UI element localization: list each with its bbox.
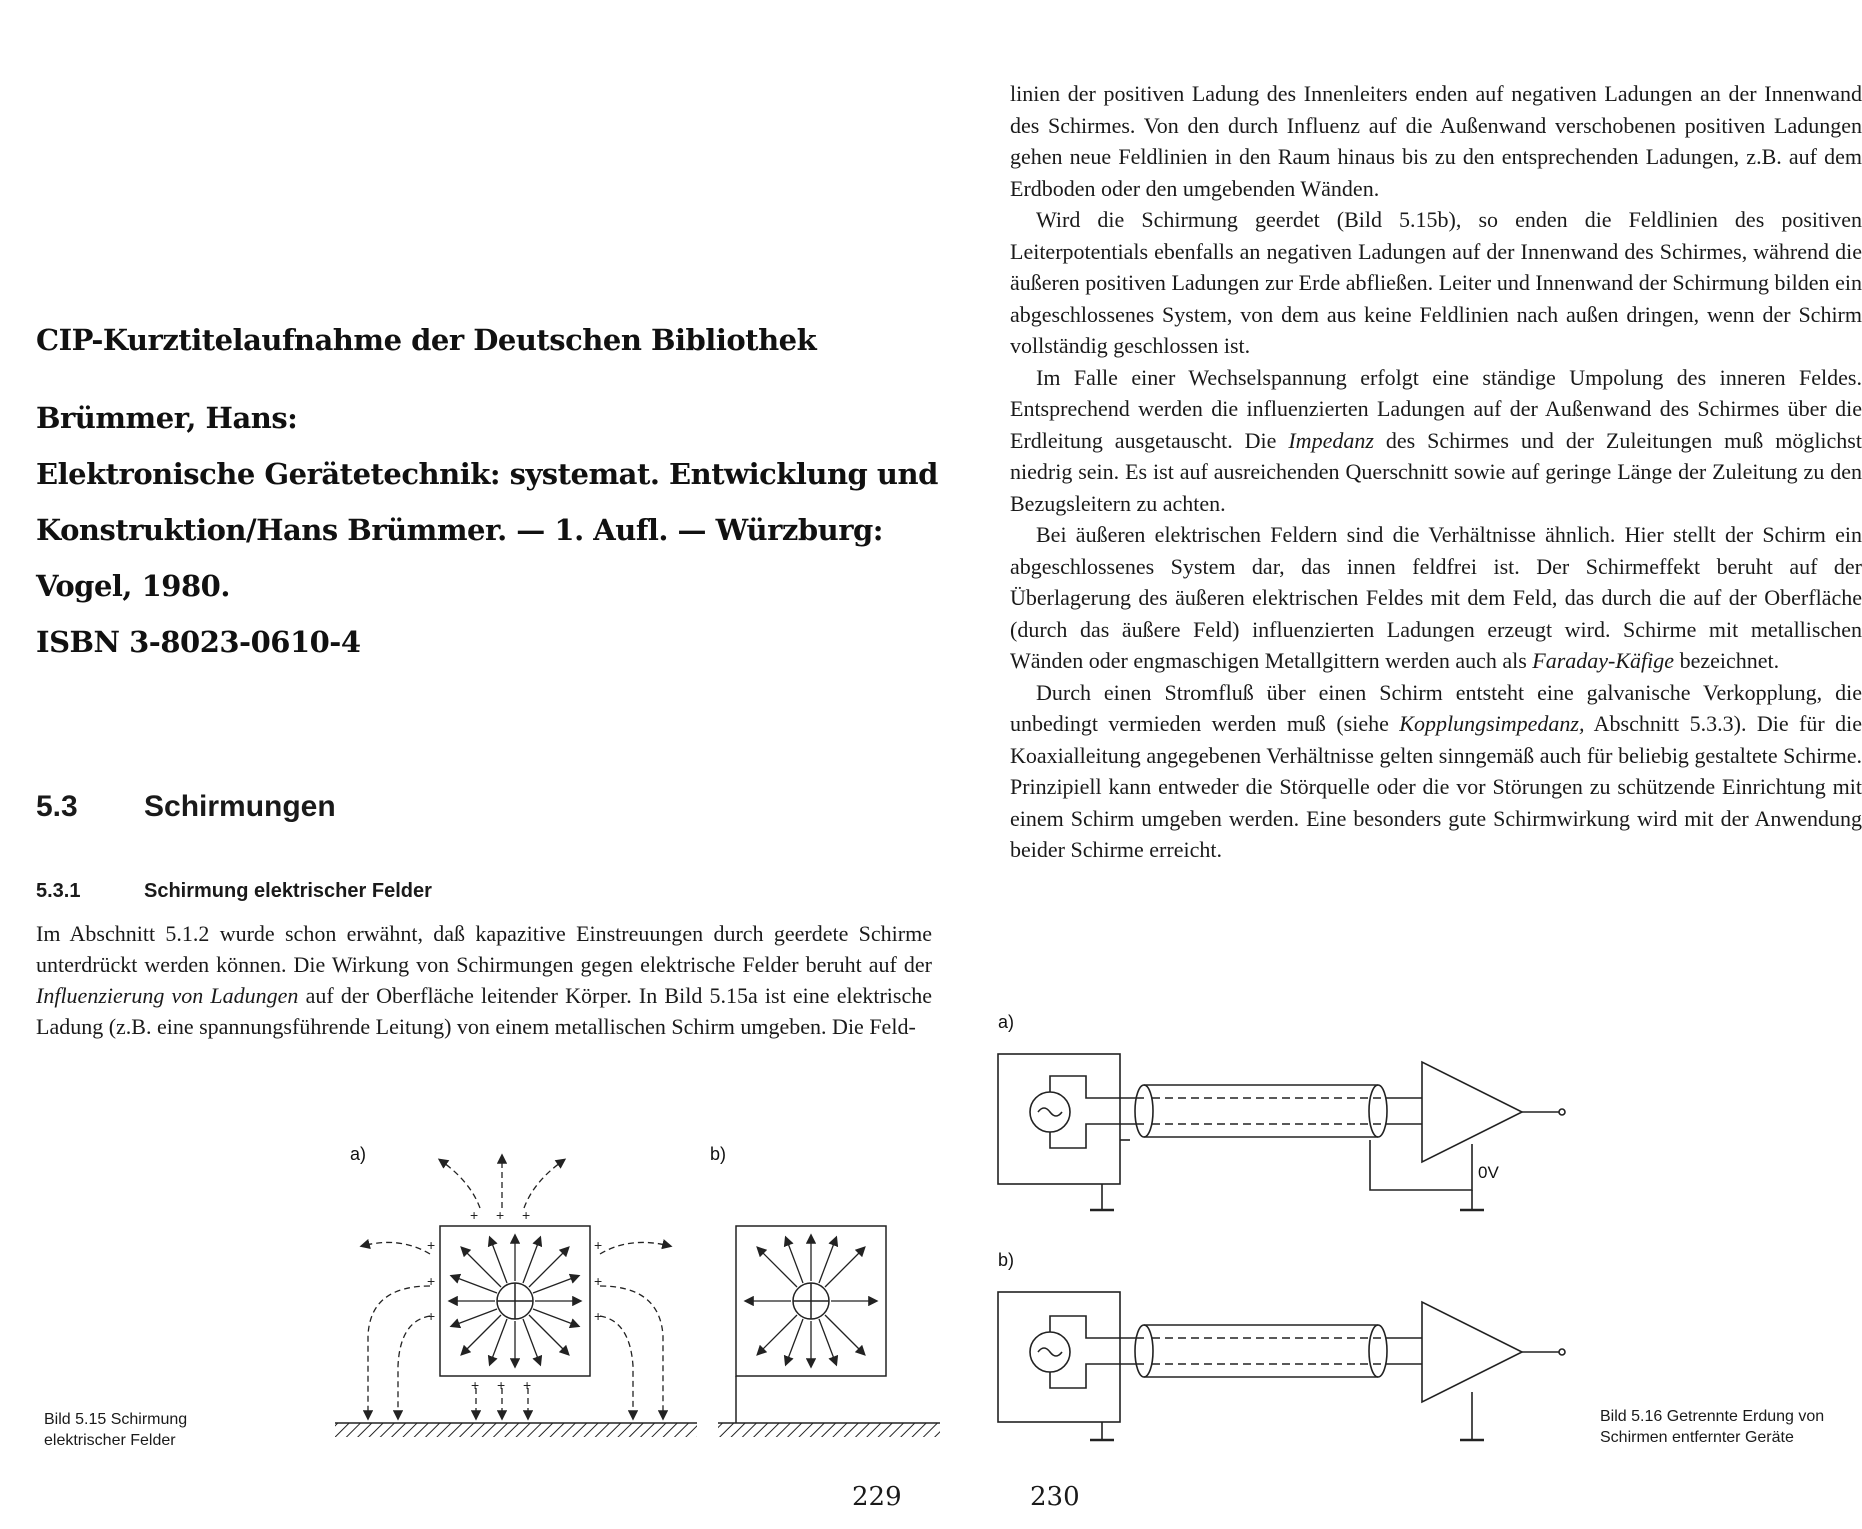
left-paragraph <box>36 918 932 1042</box>
zero-volt-label: 0V <box>1478 1163 1499 1182</box>
svg-text:+: + <box>427 1308 436 1324</box>
right-paragraph-5 <box>1010 677 1862 866</box>
svg-text:+: + <box>497 1377 506 1393</box>
amplifier-icon-b <box>1422 1302 1522 1402</box>
left-paragraph-emphasis: Influenzierung von Ladungen <box>36 983 299 1008</box>
right-paragraph-3 <box>1010 362 1862 520</box>
svg-text:+: + <box>496 1207 505 1223</box>
svg-text:+: + <box>427 1273 436 1289</box>
right-paragraph-3-text-1: Im Falle einer Wechselspannung erfolgt eine ständige Umpolung des inneren Feldes. Entsprechend werden die influenzierten Ladungen auf der Außenwand des Schirmes über die Erdleitung ausgetauscht. Die <box>1010 364 1862 453</box>
figure-5-16-label-b: b) <box>998 1250 1015 1270</box>
cip-line-1: Elektronische Gerätetechnik: systemat. Entwicklung und <box>36 457 938 491</box>
circuit-a <box>998 1054 1565 1210</box>
svg-text:+: + <box>522 1207 531 1223</box>
figure-5-15-caption-line-2: elektrischer Felder <box>44 1432 176 1449</box>
circuit-b <box>998 1292 1565 1440</box>
figure-5-16-caption-line-1: Bild 5.16 Getrennte Erdung von <box>1600 1408 1825 1425</box>
cip-line-3: Vogel, 1980. <box>36 569 230 603</box>
left-paragraph-text-2: auf der Oberfläche leitender Körper. In Bild 5.15a ist eine elektrische Ladung (z.B. eine spannungsführende Leitung) von einem metallischen Schirm umgeben. Die Feld- <box>36 983 932 1039</box>
figure-5-15-drawing <box>330 1136 950 1456</box>
cip-heading: CIP-Kurztitelaufnahme der Deutschen Bibliothek <box>36 323 817 357</box>
ground-hatch-a <box>335 1423 697 1437</box>
section-heading <box>36 790 336 824</box>
section-number: 5.3 <box>36 790 78 823</box>
right-paragraph-2: Wird die Schirmung geerdet (Bild 5.15b), so enden die Feldlinien des positiven Leiterpotentials ebenfalls an negativen Ladungen auf der Innenwand des Schirmes, während die äußeren positiven Ladungen zur Erde abfließen. Leiter und Innenwand der Schirmung bilden ein abgeschlossenes System, von dem aus keine Feldlinien nach außen dringen, wenn der Schirm vollständig geschlossen ist. <box>1010 207 1862 358</box>
shield-box-a <box>362 1156 670 1418</box>
right-body-text <box>1010 78 1862 866</box>
right-paragraph-3-emphasis: Impedanz <box>1288 427 1374 453</box>
figure-5-15-label-a: a) <box>350 1144 367 1164</box>
section-title: Schirmungen <box>144 790 336 823</box>
figure-5-15 <box>330 1136 950 1456</box>
cip-isbn: ISBN 3-8023-0610-4 <box>36 625 361 659</box>
svg-text:+: + <box>594 1237 603 1253</box>
shield-box-b <box>736 1226 886 1423</box>
right-paragraph-5-text-2: Abschnitt 5.3.3). Die für die Koaxialleitung angegebenen Verhältnisse gelten sinngemäß auch für beliebig gestaltete Schirme. Prinzipiell kann entweder die Störquelle oder die vor Störungen zu schützende Einrichtung mit einem Schirm umgeben werden. Eine besonders gute Schirmwirkung wird mit der Anwendung beider Schirme erreicht. <box>1010 711 1862 862</box>
right-paragraph-4-emphasis: Faraday-Käfige <box>1532 648 1675 673</box>
svg-text:+: + <box>594 1273 603 1289</box>
figure-5-16 <box>992 1010 1592 1450</box>
figure-5-16-drawing <box>992 1010 1592 1450</box>
figure-5-16-caption-line-2: Schirmen entfernter Geräte <box>1600 1429 1794 1446</box>
svg-text:+: + <box>594 1308 603 1324</box>
ground-hatch-b <box>718 1423 940 1437</box>
cip-line-2: Konstruktion/Hans Brümmer. — 1. Aufl. — Würzburg: <box>36 513 883 547</box>
page-number-right: 230 <box>1030 1482 1080 1512</box>
left-body-text <box>36 918 932 1042</box>
right-paragraph-4-text-2: bezeichnet. <box>1674 648 1780 673</box>
right-paragraph-1: linien der positiven Ladung des Innenleiters enden auf negativen Ladungen an der Innenwand des Schirmes. Von den durch Influenz auf die Außenwand verschobenen positiven Ladungen gehen neue Feldlinien in den Raum hinaus bis zu den entsprechenden Ladungen, z.B. auf dem Erdboden oder den umgebenden Wänden. <box>1010 81 1862 201</box>
svg-text:+: + <box>427 1237 436 1253</box>
figure-5-15-caption <box>44 1409 187 1451</box>
figure-5-16-label-a: a) <box>998 1012 1015 1032</box>
figure-5-15-label-b: b) <box>710 1144 727 1164</box>
right-paragraph-3-text-2: des Schirmes und der Zuleitungen muß möglichst niedrig sein. Es ist auf ausreichenden Querschnitt sowie auf geringe Länge der Zuleitung zu den Bezugsleitern zu achten. <box>1010 427 1862 516</box>
cip-block <box>36 312 936 670</box>
page-number-left: 229 <box>852 1482 902 1512</box>
subsection-heading <box>36 880 432 903</box>
right-paragraph-4 <box>1010 519 1862 677</box>
svg-text:+: + <box>471 1377 480 1393</box>
svg-text:+: + <box>470 1207 479 1223</box>
right-paragraph-4-text-1: Bei äußeren elektrischen Feldern sind die Verhältnisse ähnlich. Hier stellt der Schirm ein abgeschlossenes System dar, das innen feldfrei ist. Der Schirmeffekt beruht auf der Überlagerung des äußeren elektrischen Feldes mit dem Feld, das durch die auf der Oberfläche (durch das äußere Feld) influenzierten Ladungen erzeugt wird. Schirme mit metallischen Wänden oder engmaschigen Metallgittern werden auch als <box>1010 522 1862 673</box>
subsection-title: Schirmung elektrischer Felder <box>144 880 432 902</box>
right-paragraph-5-emphasis: Kopplungsimpedanz, <box>1399 711 1585 736</box>
figure-5-16-caption <box>1600 1406 1862 1448</box>
svg-text:+: + <box>523 1377 532 1393</box>
cip-author: Brümmer, Hans: <box>36 401 298 435</box>
left-paragraph-text-1: Im Abschnitt 5.1.2 wurde schon erwähnt, daß kapazitive Einstreuungen durch geerdete Schirme unterdrückt werden können. Die Wirkung von Schirmungen gegen elektrische Felder beruht auf der <box>36 921 932 977</box>
subsection-number: 5.3.1 <box>36 880 81 902</box>
right-paragraph-5-text-1: Durch einen Stromfluß über einen Schirm entsteht eine galvanische Verkopplung, die unbedingt vermieden werden muß (siehe <box>1010 679 1862 736</box>
figure-5-15-caption-line-1: Bild 5.15 Schirmung <box>44 1411 188 1428</box>
